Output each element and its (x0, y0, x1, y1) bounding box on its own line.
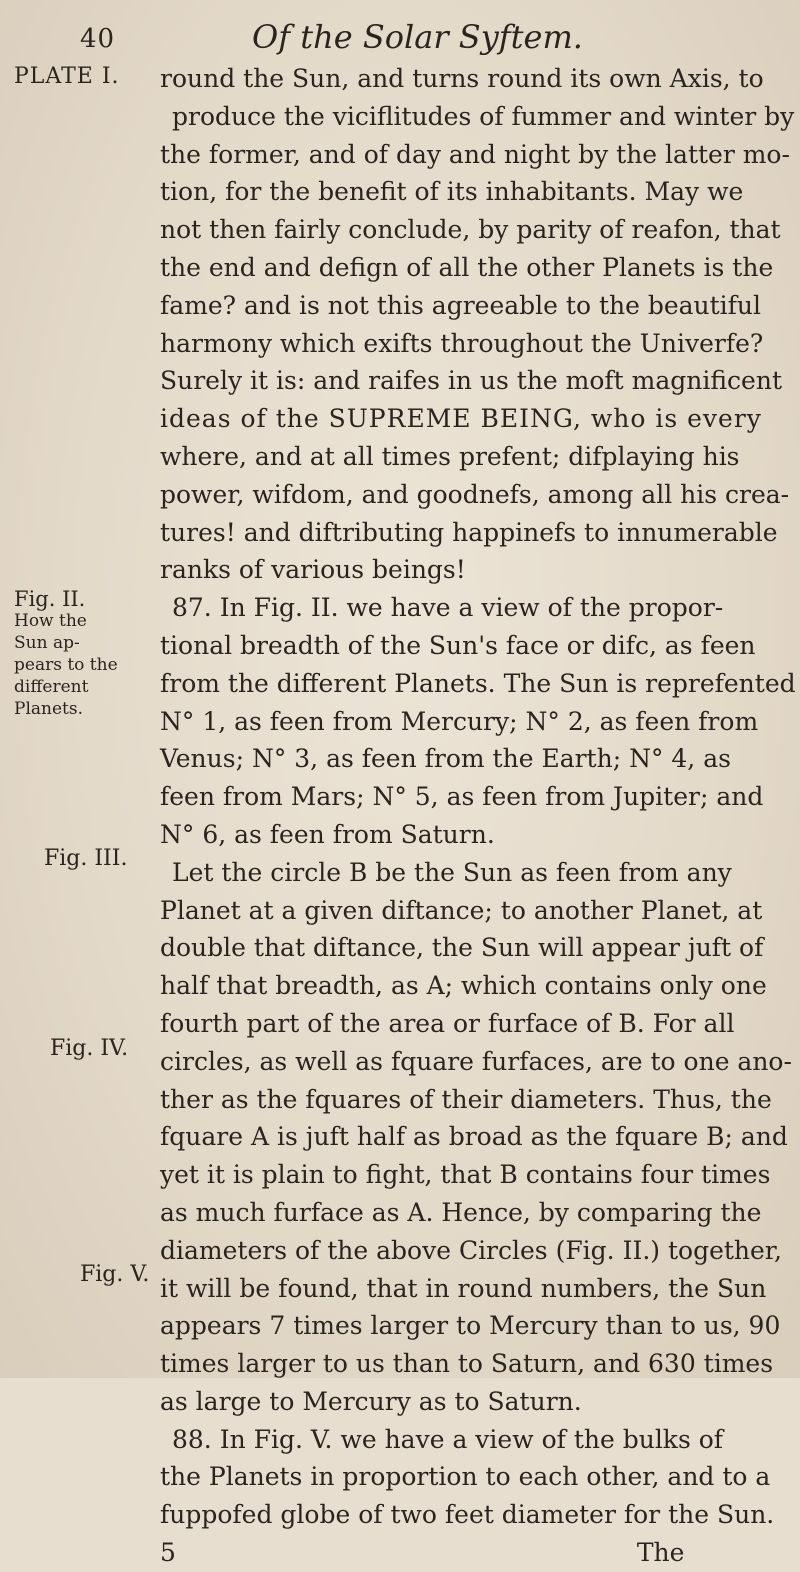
text-line: fourth part of the area or furface of B. For all (160, 1008, 735, 1038)
text-line: ranks of various beings! (160, 555, 466, 585)
page-header (0, 18, 800, 58)
body-text (160, 60, 796, 1572)
fig2-caption-line: Sun ap- (14, 633, 80, 653)
text-line: harmony which exifts throughout the Univerfe? (160, 328, 764, 358)
text-line: Surely it is: and raifes in us the moft magnificent (160, 366, 782, 396)
text-line: fquare A is juft half as broad as the fquare B; and (160, 1122, 788, 1152)
text-line: round the Sun, and turns round its own Axis, to (160, 64, 764, 93)
fig2-label: Fig. II. (14, 587, 86, 611)
text-line: the end and defign of all the other Planets is the (160, 252, 774, 282)
fig3-label: Fig. III. (44, 846, 128, 871)
fig2-caption-line: different (14, 677, 89, 697)
text-line: diameters of the above Circles (Fig. II.) together, (160, 1235, 782, 1265)
text-line: where, and at all times prefent; difplaying his (160, 441, 740, 471)
text-line: Planet at a given diftance; to another Planet, at (160, 895, 763, 925)
fig5-label: Fig. V. (80, 1262, 150, 1287)
text-line: Venus; N° 3, as feen from the Earth; N° 4, as (160, 744, 731, 774)
text-line: as large to Mercury as to Saturn. (160, 1386, 582, 1416)
fig2-caption-line: pears to the (14, 655, 118, 675)
fig2-margin-note (14, 588, 126, 720)
text-line: 88. In Fig. V. we have a view of the bulks of (172, 1424, 724, 1454)
text-line: tion, for the benefit of its inhabitants. May we (160, 177, 744, 207)
text-line: fuppofed globe of two feet diameter for the Sun. (160, 1500, 775, 1530)
text-line: the Planets in proportion to each other, and to a (160, 1462, 771, 1492)
text-line: produce the viciflitudes of fummer and winter by (172, 101, 795, 131)
text-line: times larger to us than to Saturn, and 630 times (160, 1349, 774, 1379)
plate-label: PLATE I. (14, 64, 120, 89)
text-line: appears 7 times larger to Mercury than to us, 90 (160, 1311, 781, 1341)
text-line: feen from Mars; N° 5, as feen from Jupiter; and (160, 782, 764, 812)
text-line: double that diftance, the Sun will appear juft of (160, 933, 764, 963)
fig2-caption-line: How the (14, 611, 87, 631)
text-line: 87. In Fig. II. we have a view of the propor- (172, 593, 724, 623)
text-line: it will be found, that in round numbers, the Sun (160, 1273, 767, 1303)
text-line: tional breadth of the Sun's face or difc, as feen (160, 630, 756, 660)
text-line: Let the circle B be the Sun as feen from any (172, 857, 732, 887)
text-line: 5 The (160, 1538, 685, 1568)
text-line: N° 1, as feen from Mercury; N° 2, as feen from (160, 706, 759, 736)
text-line: fame? and is not this agreeable to the beautiful (160, 290, 762, 320)
fig2-caption-line: Planets. (14, 699, 83, 719)
page-number: 40 (80, 24, 116, 54)
text-line: the former, and of day and night by the latter mo- (160, 139, 790, 169)
running-head: Of the Solar Syftem. (252, 18, 583, 56)
text-line: N° 6, as feen from Saturn. (160, 819, 495, 849)
text-line: half that breadth, as A; which contains only one (160, 971, 767, 1001)
fig4-label: Fig. IV. (50, 1036, 129, 1061)
text-line: from the different Planets. The Sun is reprefented (160, 668, 796, 698)
text-line: power, wifdom, and goodnefs, among all his crea- (160, 479, 790, 509)
text-line: ther as the fquares of their diameters. Thus, the (160, 1084, 772, 1114)
text-line: not then fairly conclude, by parity of reafon, that (160, 215, 781, 245)
text-line: yet it is plain to fight, that B contains four times (160, 1160, 771, 1190)
text-line: tures! and diftributing happinefs to innumerable (160, 517, 778, 547)
text-line: ideas of the SUPREME BEING, who is every (160, 404, 762, 434)
text-line: circles, as well as fquare furfaces, are to one ano- (160, 1046, 792, 1076)
text-line: as much furface as A. Hence, by comparing the (160, 1197, 762, 1227)
